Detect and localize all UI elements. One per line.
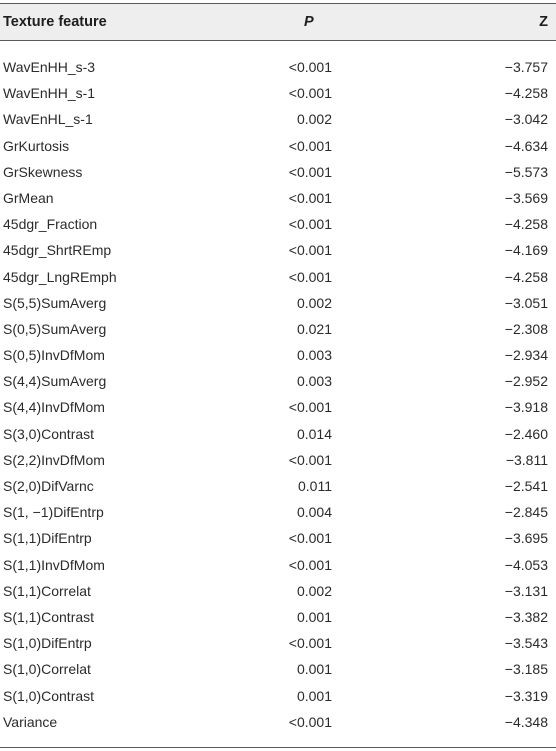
cell-texture-feature: WavEnHH_s-3 [3,59,96,75]
table-row [0,316,556,342]
cell-z-value: −2.845 [504,504,548,521]
header-p: P [304,14,314,30]
cell-texture-feature: Variance [3,713,58,730]
cell-z-value: −2.541 [504,478,548,494]
cell-p-value: <0.001 [288,216,332,233]
table-row [0,211,556,237]
cell-z-value: −3.131 [504,582,548,599]
cell-z-value: −3.543 [504,635,548,652]
cell-p-value: <0.001 [288,242,332,259]
cell-z-value: −4.053 [504,556,548,573]
table-row [0,368,556,394]
cell-p-value: <0.001 [288,189,332,206]
table-row [0,630,556,656]
table-row [0,237,556,263]
table-row [0,447,556,473]
cell-z-value: −4.258 [504,268,548,285]
cell-z-value: −2.934 [504,347,548,364]
cell-texture-feature: 45dgr_ShrtREmp [3,242,112,259]
table-row [0,578,556,604]
cell-texture-feature: S(1,1)Correlat [3,582,91,599]
header-texture-feature: Texture feature [3,14,107,30]
cell-p-value: 0.021 [296,320,332,337]
header-z: Z [539,14,548,30]
cell-p-value: <0.001 [288,59,332,75]
cell-texture-feature: S(1,0)DifEntrp [3,635,92,652]
table-row [0,264,556,290]
cell-texture-feature: S(1, −1)DifEntrp [3,504,104,521]
cell-texture-feature: S(4,4)InvDfMom [3,399,105,416]
cell-texture-feature: S(4,4)SumAverg [3,373,107,390]
table-row [0,709,556,735]
cell-texture-feature: S(1,0)Correlat [3,661,91,678]
table-row [0,159,556,185]
cell-p-value: 0.004 [296,504,332,521]
cell-z-value: −3.042 [504,111,548,128]
cell-p-value: <0.001 [288,556,332,573]
table-body [0,54,556,735]
cell-p-value: 0.002 [296,111,332,128]
cell-z-value: −3.382 [504,608,548,625]
cell-texture-feature: S(3,0)Contrast [3,425,95,442]
cell-p-value: <0.001 [288,163,332,180]
cell-z-value: −4.169 [504,242,548,259]
cell-texture-feature: S(2,2)InvDfMom [3,451,105,468]
cell-p-value: <0.001 [288,451,332,468]
cell-p-value: 0.003 [296,373,332,390]
table-row [0,342,556,368]
cell-p-value: <0.001 [288,137,332,154]
table-row [0,106,556,132]
table-row [0,604,556,630]
table-row [0,421,556,447]
cell-z-value: −3.811 [505,451,548,468]
cell-z-value: −5.573 [504,163,548,180]
cell-texture-feature: GrKurtosis [3,137,70,154]
cell-texture-feature: S(5,5)SumAverg [3,294,107,311]
cell-p-value: 0.001 [296,608,332,625]
cell-texture-feature: S(0,5)SumAverg [3,320,107,337]
cell-p-value: 0.011 [298,478,332,494]
cell-texture-feature: S(0,5)InvDfMom [3,347,105,364]
cell-z-value: −3.695 [504,530,548,547]
cell-p-value: <0.001 [288,713,332,730]
cell-texture-feature: WavEnHH_s-1 [3,85,96,102]
cell-p-value: 0.002 [296,294,332,311]
cell-z-value: −2.952 [504,373,548,390]
cell-p-value: 0.001 [296,687,332,704]
cell-texture-feature: 45dgr_Fraction [3,216,98,233]
cell-p-value: <0.001 [288,635,332,652]
table-row [0,54,556,80]
table-row [0,683,556,709]
cell-z-value: −2.308 [504,320,548,337]
cell-z-value: −4.634 [504,137,548,154]
table-row [0,80,556,106]
cell-texture-feature: S(1,1)InvDfMom [3,556,105,573]
cell-z-value: −3.569 [504,189,548,206]
cell-texture-feature: S(1,1)DifEntrp [3,530,92,547]
cell-z-value: −3.319 [504,687,548,704]
cell-texture-feature: S(1,1)Contrast [3,608,95,625]
cell-z-value: −4.258 [504,85,548,102]
table-row [0,290,556,316]
cell-p-value: <0.001 [288,399,332,416]
table-header-rule [0,40,556,41]
cell-p-value: <0.001 [288,85,332,102]
cell-p-value: 0.001 [296,661,332,678]
cell-p-value: 0.014 [296,425,332,442]
cell-z-value: −2.460 [504,425,548,442]
cell-z-value: −3.757 [504,59,548,75]
cell-p-value: 0.003 [296,347,332,364]
cell-p-value: <0.001 [288,530,332,547]
table-row [0,394,556,420]
table-row [0,133,556,159]
table-row [0,656,556,682]
cell-z-value: −4.348 [504,713,548,730]
cell-texture-feature: GrSkewness [3,163,83,180]
cell-texture-feature: GrMean [3,189,54,206]
table-row [0,185,556,211]
table-row [0,552,556,578]
table-row [0,499,556,525]
cell-z-value: −3.918 [504,399,548,416]
table-row [0,473,556,499]
cell-z-value: −3.051 [504,294,548,311]
cell-p-value: 0.002 [296,582,332,599]
cell-texture-feature: S(2,0)DifVarnc [3,478,94,494]
cell-texture-feature: 45dgr_LngREmph [3,268,117,285]
cell-texture-feature: WavEnHL_s-1 [3,111,93,128]
table-row [0,525,556,551]
cell-z-value: −3.185 [504,661,548,678]
cell-z-value: −4.258 [504,216,548,233]
cell-texture-feature: S(1,0)Contrast [3,687,95,704]
cell-p-value: <0.001 [288,268,332,285]
table-bottom-rule [0,747,556,748]
